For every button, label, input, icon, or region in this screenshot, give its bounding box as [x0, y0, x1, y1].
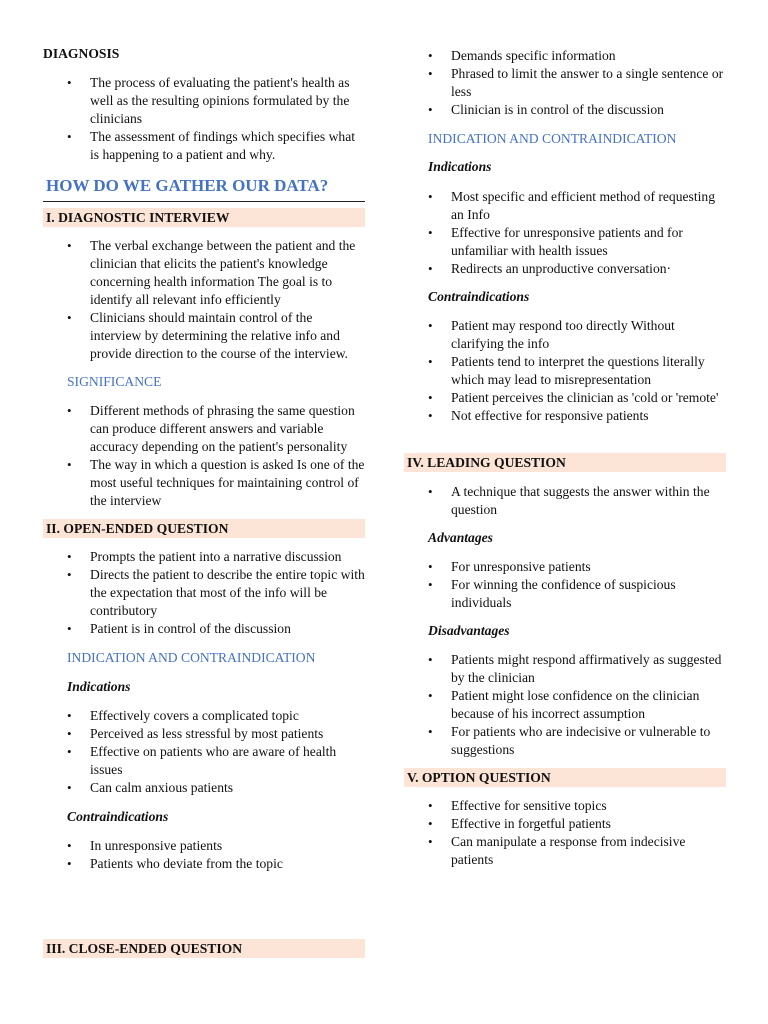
- close-ended-contra-heading: Contraindications: [428, 289, 530, 304]
- list-item: • In unresponsive patients: [43, 837, 365, 855]
- option-list: [404, 797, 726, 869]
- list-item: • Patient might lose confidence on the clinician because of his incorrect assumption: [404, 687, 726, 723]
- list-item: • Effectively covers a complicated topic: [43, 707, 365, 725]
- list-item: • For unresponsive patients: [404, 558, 726, 576]
- close-ended-ic-heading: INDICATION AND CONTRAINDICATION: [428, 131, 677, 146]
- advantages-list: [404, 558, 726, 612]
- list-item: • Can manipulate a response from indecisive patients: [404, 833, 726, 869]
- list-item: • Patient may respond too directly Without clarifying the info: [404, 317, 726, 353]
- close-ended-indications-list: [404, 188, 726, 278]
- list-item: • Effective for sensitive topics: [404, 797, 726, 815]
- list-item: • Patients tend to interpret the questions literally which may lead to misrepresentation: [404, 353, 726, 389]
- list-item: • Effective for unresponsive patients and for unfamiliar with health issues: [404, 224, 726, 260]
- significance-list: [43, 402, 365, 510]
- option-question-heading: V. OPTION QUESTION: [404, 768, 726, 787]
- list-item: • A technique that suggests the answer within the question: [404, 483, 726, 519]
- list-item: • Not effective for responsive patients: [404, 407, 726, 425]
- list-item: • Redirects an unproductive conversation·: [404, 260, 726, 278]
- list-item: • Effective in forgetful patients: [404, 815, 726, 833]
- close-ended-heading: III. CLOSE-ENDED QUESTION: [43, 939, 365, 958]
- list-item: • Different methods of phrasing the same question can produce different answers and variable accuracy depending on the patient's personality: [43, 402, 365, 456]
- open-ended-list: [43, 548, 365, 638]
- diagnosis-heading: DIAGNOSIS: [43, 46, 120, 61]
- close-ended-list: [404, 47, 726, 119]
- open-ended-heading: II. OPEN-ENDED QUESTION: [43, 519, 365, 538]
- list-item: • The process of evaluating the patient's health as well as the resulting opinions formulated by the clinicians: [43, 74, 365, 128]
- leading-question-heading: IV. LEADING QUESTION: [404, 453, 726, 472]
- list-item: • Patients who deviate from the topic: [43, 855, 365, 873]
- open-ended-ic-heading: INDICATION AND CONTRAINDICATION: [67, 650, 316, 665]
- list-item: • The way in which a question is asked Is one of the most useful techniques for maintaining control of the interview: [43, 456, 365, 510]
- diagnostic-interview-heading: I. DIAGNOSTIC INTERVIEW: [43, 208, 365, 227]
- list-item: • Effective on patients who are aware of health issues: [43, 743, 365, 779]
- list-item: • The assessment of findings which specifies what is happening to a patient and why.: [43, 128, 365, 164]
- interview-list: [43, 237, 365, 363]
- open-ended-contra-list: [43, 837, 365, 873]
- leading-list: [404, 483, 726, 519]
- list-item: • Most specific and efficient method of requesting an Info: [404, 188, 726, 224]
- advantages-heading: Advantages: [428, 530, 493, 545]
- list-item: • For winning the confidence of suspicious individuals: [404, 576, 726, 612]
- list-item: • Patient is in control of the discussion: [43, 620, 365, 638]
- list-item: • For patients who are indecisive or vulnerable to suggestions: [404, 723, 726, 759]
- list-item: • Demands specific information: [404, 47, 726, 65]
- open-ended-indications-list: [43, 707, 365, 797]
- list-item: • Perceived as less stressful by most patients: [43, 725, 365, 743]
- list-item: • Clinician is in control of the discussion: [404, 101, 726, 119]
- list-item: • Prompts the patient into a narrative discussion: [43, 548, 365, 566]
- diagnosis-list: [43, 74, 365, 164]
- list-item: • Directs the patient to describe the entire topic with the expectation that most of the info will be contributory: [43, 566, 365, 620]
- close-ended-indications-heading: Indications: [428, 159, 492, 174]
- close-ended-contra-list: [404, 317, 726, 425]
- list-item: • The verbal exchange between the patient and the clinician that elicits the patient's knowledge concerning health information The goal is to identify all relevant info efficiently: [43, 237, 365, 309]
- list-item: • Can calm anxious patients: [43, 779, 365, 797]
- disadvantages-heading: Disadvantages: [428, 623, 510, 638]
- significance-heading: SIGNIFICANCE: [67, 374, 162, 389]
- open-ended-contra-heading: Contraindications: [67, 809, 169, 824]
- list-item: • Patient perceives the clinician as 'cold or 'remote': [404, 389, 726, 407]
- gather-data-heading: HOW DO WE GATHER OUR DATA?: [43, 175, 365, 202]
- open-ended-indications-heading: Indications: [67, 679, 131, 694]
- disadvantages-list: [404, 651, 726, 759]
- list-item: • Clinicians should maintain control of the interview by determining the relative info and provide direction to the course of the interview.: [43, 309, 365, 363]
- list-item: • Patients might respond affirmatively as suggested by the clinician: [404, 651, 726, 687]
- list-item: • Phrased to limit the answer to a single sentence or less: [404, 65, 726, 101]
